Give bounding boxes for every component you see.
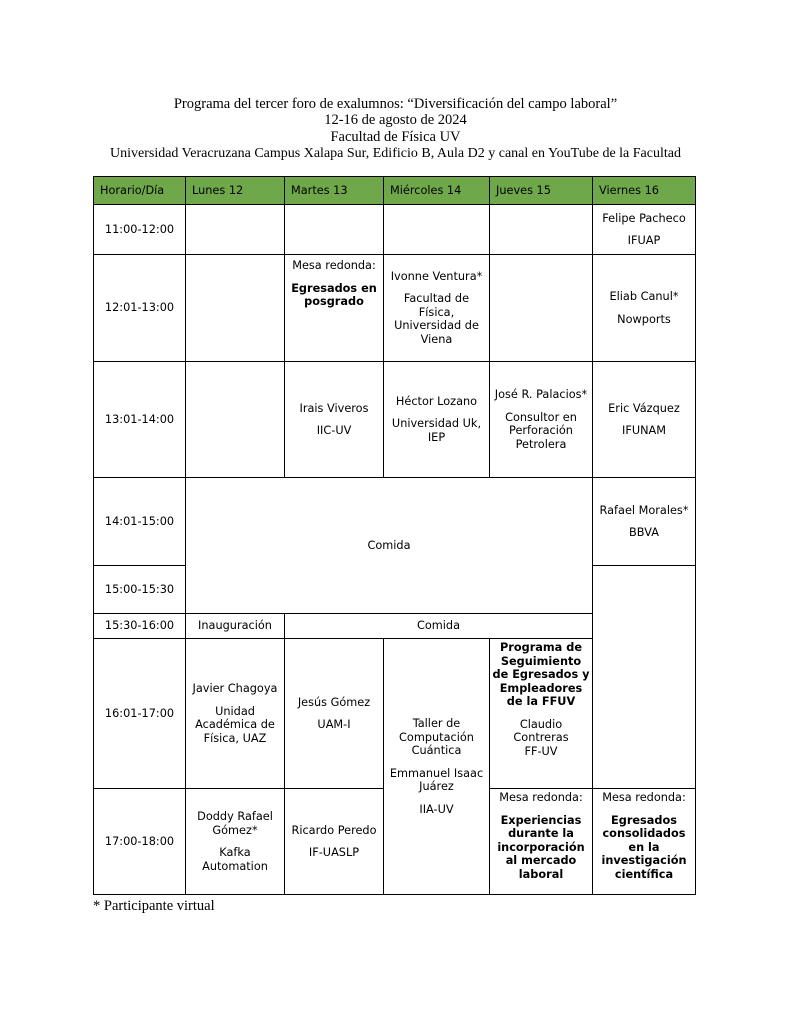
session-cell bbox=[186, 789, 285, 895]
speaker-org: UAM-I bbox=[317, 718, 351, 731]
table-row bbox=[94, 362, 696, 478]
session-cell bbox=[285, 639, 384, 789]
session-type: Mesa redonda: bbox=[602, 791, 686, 804]
table-row bbox=[94, 478, 696, 566]
time-cell: 17:00-18:00 bbox=[94, 789, 186, 895]
speaker-org: Universidad Uk, IEP bbox=[391, 417, 482, 444]
session-title: Programa de Seguimiento de Egresados y Empleadores de la FFUV bbox=[492, 641, 590, 708]
speaker-name: Emmanuel Isaac Juárez bbox=[389, 766, 484, 793]
lunch-cell: Comida bbox=[186, 478, 593, 614]
session-cell bbox=[490, 789, 593, 895]
speaker-name: Rafael Morales* bbox=[599, 503, 689, 517]
empty-cell bbox=[593, 566, 696, 789]
speaker-org: IFUNAM bbox=[621, 424, 667, 437]
document-title: Programa del tercer foro de exalumnos: “Diversificación del campo laboral” bbox=[173, 96, 618, 112]
speaker-org: Kafka Automation bbox=[202, 846, 268, 873]
faculty-name: Facultad de Física UV bbox=[330, 129, 461, 145]
speaker-name: Javier Chagoya bbox=[192, 682, 278, 695]
speaker-org: IIC-UV bbox=[316, 424, 352, 437]
speaker-org: FF-UV bbox=[524, 744, 558, 758]
session-cell bbox=[285, 362, 384, 478]
speaker-org: Consultor en Perforación Petrolera bbox=[505, 410, 577, 451]
session-title: Experiencias durante la incorporación al mercado laboral bbox=[497, 813, 585, 881]
speaker-org: IF-UASLP bbox=[308, 846, 360, 859]
header-cell-viernes: Viernes 16 bbox=[593, 177, 696, 205]
session-cell bbox=[593, 255, 696, 362]
table-row bbox=[94, 255, 696, 362]
session-type: Mesa redonda: bbox=[292, 259, 376, 272]
header-cell-jueves: Jueves 15 bbox=[490, 177, 593, 205]
workshop-title: Taller de Computación Cuántica bbox=[399, 717, 474, 757]
empty-cell bbox=[186, 205, 285, 255]
speaker-org: Facultad de Física, Universidad de Viena bbox=[394, 292, 479, 346]
session-cell bbox=[593, 789, 696, 895]
session-cell bbox=[186, 639, 285, 789]
empty-cell bbox=[186, 255, 285, 362]
speaker-org: Nowports bbox=[617, 312, 671, 326]
session-title: Egresados en posgrado bbox=[291, 281, 377, 308]
session-title: Egresados consolidados en la investigación científica bbox=[601, 813, 687, 881]
speaker-name: Eric Vázquez bbox=[608, 401, 680, 415]
session-cell bbox=[384, 255, 490, 362]
speaker-name: Irais Viveros bbox=[299, 401, 369, 415]
time-cell: 15:00-15:30 bbox=[94, 566, 186, 614]
empty-cell bbox=[186, 362, 285, 478]
header-cell-martes: Martes 13 bbox=[285, 177, 384, 205]
empty-cell bbox=[384, 205, 490, 255]
session-cell bbox=[490, 362, 593, 478]
session-cell bbox=[593, 205, 696, 255]
lunch-cell: Comida bbox=[285, 614, 593, 639]
speaker-org: IIA-UV bbox=[419, 802, 454, 816]
session-cell bbox=[384, 362, 490, 478]
session-cell bbox=[285, 789, 384, 895]
speaker-name: Doddy Rafael Gómez* bbox=[197, 810, 273, 837]
speaker-name: Ivonne Ventura* bbox=[390, 269, 483, 283]
time-cell: 12:01-13:00 bbox=[94, 255, 186, 362]
table-row bbox=[94, 205, 696, 255]
speaker-name: Claudio Contreras bbox=[513, 717, 569, 744]
footnote: * Participante virtual bbox=[93, 898, 215, 914]
time-cell: 16:01-17:00 bbox=[94, 639, 186, 789]
event-location: Universidad Veracruzana Campus Xalapa Sur, Edificio B, Aula D2 y canal en YouTube de la Facultad bbox=[110, 146, 681, 161]
workshop-cell bbox=[384, 639, 490, 895]
session-cell bbox=[490, 639, 593, 789]
empty-cell bbox=[285, 205, 384, 255]
speaker-name: Eliab Canul* bbox=[609, 290, 679, 303]
header-cell-lunes: Lunes 12 bbox=[186, 177, 285, 205]
speaker-org: BBVA bbox=[629, 526, 659, 539]
header-cell-time: Horario/Día bbox=[94, 177, 186, 205]
time-cell: 15:30-16:00 bbox=[94, 614, 186, 639]
inauguration-cell: Inauguración bbox=[186, 614, 285, 639]
session-type: Mesa redonda: bbox=[499, 791, 583, 804]
session-cell bbox=[593, 478, 696, 566]
speaker-name: Héctor Lozano bbox=[395, 394, 478, 408]
session-cell bbox=[593, 362, 696, 478]
speaker-name: Ricardo Peredo bbox=[291, 823, 377, 837]
header-cell-miercoles: Miércoles 14 bbox=[384, 177, 490, 205]
time-cell: 14:01-15:00 bbox=[94, 478, 186, 566]
speaker-org: Unidad Académica de Física, UAZ bbox=[195, 704, 275, 745]
empty-cell bbox=[490, 205, 593, 255]
time-cell: 11:00-12:00 bbox=[94, 205, 186, 255]
speaker-name: Felipe Pacheco bbox=[602, 211, 686, 225]
time-cell: 13:01-14:00 bbox=[94, 362, 186, 478]
event-dates: 12-16 de agosto de 2024 bbox=[324, 112, 467, 128]
session-cell bbox=[285, 255, 384, 362]
speaker-org: IFUAP bbox=[627, 234, 661, 247]
schedule-table bbox=[93, 176, 696, 895]
empty-cell bbox=[490, 255, 593, 362]
header-row bbox=[94, 177, 696, 205]
speaker-name: Jesús Gómez bbox=[297, 695, 371, 709]
speaker-name: José R. Palacios* bbox=[494, 388, 588, 401]
